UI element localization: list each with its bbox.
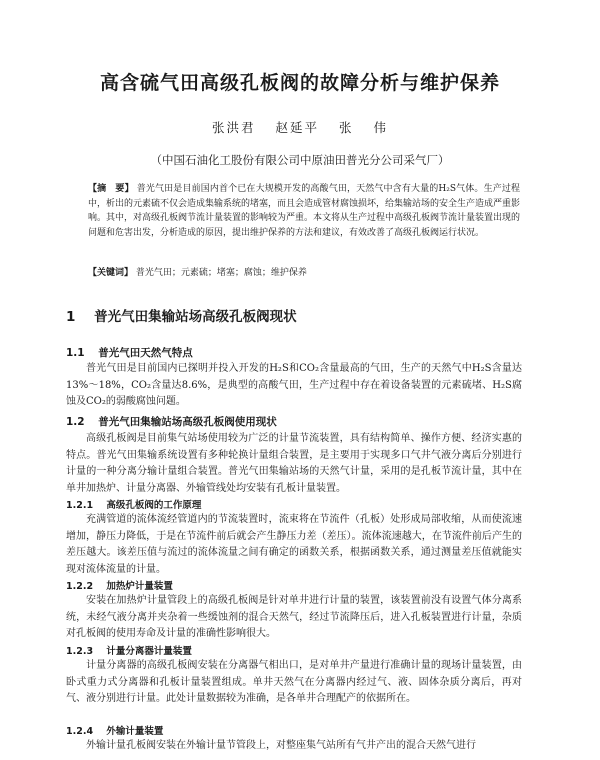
section-1-2-3-paragraph: 计量分离器的高级孔板阀安装在分离器气相出口，是对单井产量进行准确计量的现场计量装置，由卧式重力式分离器和孔板计量装置组成。单井天然气在分离器内经过气、液、固体杂质分离后，再对气、液分别进行计量。此处计量数据较为准确，是各单井合理配产的依据所在。 [66,660,522,704]
section-title: 普光气田集输站场高级孔板阀使用现状 [98,416,277,428]
author-list: 张洪君 赵延平 张 伟 [212,120,388,135]
abstract-label: 【摘 要】 [88,184,134,194]
keywords-label: 【关键词】 [88,268,134,278]
section-1-2-2-paragraph: 安装在加热炉计量管段上的高级孔板阀是针对单井进行计量的装置，该装置前没有设置气体分离系统，未经气液分离并夹杂着一些缓蚀剂的混合天然气，经过节流降压后，进入孔板装置进行计量，杂质对孔板阀的使用寿命及计量的准确性影响很大。 [66,595,522,639]
keywords-text: 普光气田；元素硫；堵塞；腐蚀；维护保养 [135,268,307,278]
section-title: 加热炉计量装置 [106,581,173,592]
section-number: 1.2.1 [66,500,94,511]
keywords [88,266,520,280]
section-1-2-4-heading [66,723,163,737]
section-number: 1.2.2 [66,581,94,592]
section-1-2-2-heading [66,578,173,592]
section-1-1-heading [66,345,193,360]
section-1-2-1-heading [66,497,201,511]
paper-title: 高含硫气田高级孔板阀的故障分析与维护保养 [99,72,500,94]
section-1-2-4-paragraph: 外输计量孔板阀安装在外输计量节管段上，对整座集气站所有气井产出的混合天然气进行 [86,740,476,751]
section-number: 1.2 [66,416,85,428]
section-number: 1.2.3 [66,646,94,657]
section-1-2-paragraph: 高级孔板阀是目前集气站场使用较为广泛的计量节流装置，具有结构简单、操作方便、经济实惠的特点。普光气田集输系统设置有多种轮换计量组合装置，是主要用于实现多口气井气液分离后分别进行计量的一种分离分输计量组合装置。普光气田集输站场的天然气计量，采用的是孔板节流计量，其中在单井加热炉、计量分离器、外输管线处均安装有孔板计量装置。 [66,433,522,494]
section-1-2-3-heading [66,643,192,657]
section-title: 普光气田天然气特点 [98,347,193,359]
abstract [88,182,520,240]
section-number: 1.1 [66,347,85,359]
section-title: 高级孔板阀的工作原理 [106,500,202,511]
affiliation: （中国石油化工股份有限公司中原油田普光分公司采气厂） [150,153,450,167]
section-title: 普光气田集输站场高级孔板阀现状 [94,309,297,325]
section-1-2-heading [66,414,277,429]
section-title: 计量分离器计量装置 [106,646,192,657]
section-1-heading [66,305,297,325]
section-1-2-1-paragraph: 充满管道的流体流经管道内的节流装置时，流束将在节流件（孔板）处形成局部收缩，从而使流速增加，静压力降低，于是在节流件前后就会产生静压力差（差压）。流体流速越大，在节流件前后产生的差压越大。该差压值与流过的流体流量之间有确定的函数关系，根据函数关系，通过测量差压值就能实现对流体流量的计量。 [66,514,522,575]
section-number: 1 [66,309,76,325]
section-number: 1.2.4 [66,726,94,737]
section-1-1-paragraph: 普光气田是目前国内已探明并投入开发的H₂S和CO₂含量最高的气田，生产的天然气中H₂S含量达13%～18%，CO₂含量达8.6%，是典型的高酸气田，生产过程中存在着设备装置的元素硫堵、H₂S腐蚀及CO₂的弱酸腐蚀问题。 [66,363,522,407]
abstract-text: 普光气田是目前国内首个已在大规模开发的高酸气田，天然气中含有大量的H₂S气体。生产过程中，析出的元素硫不仅会造成集输系统的堵塞，而且会造成管材腐蚀损坏，给集输站场的安全生产造成严重影响。其中，对高级孔板阀节流计量装置的影响较为严重。本文将从生产过程中高级孔板阀节流计量装置出现的问题和危害出发，分析造成的原因，提出维护保养的方法和建议，有效改善了高级孔板阀运行状况。 [88,184,521,238]
section-title: 外输计量装置 [106,726,164,737]
